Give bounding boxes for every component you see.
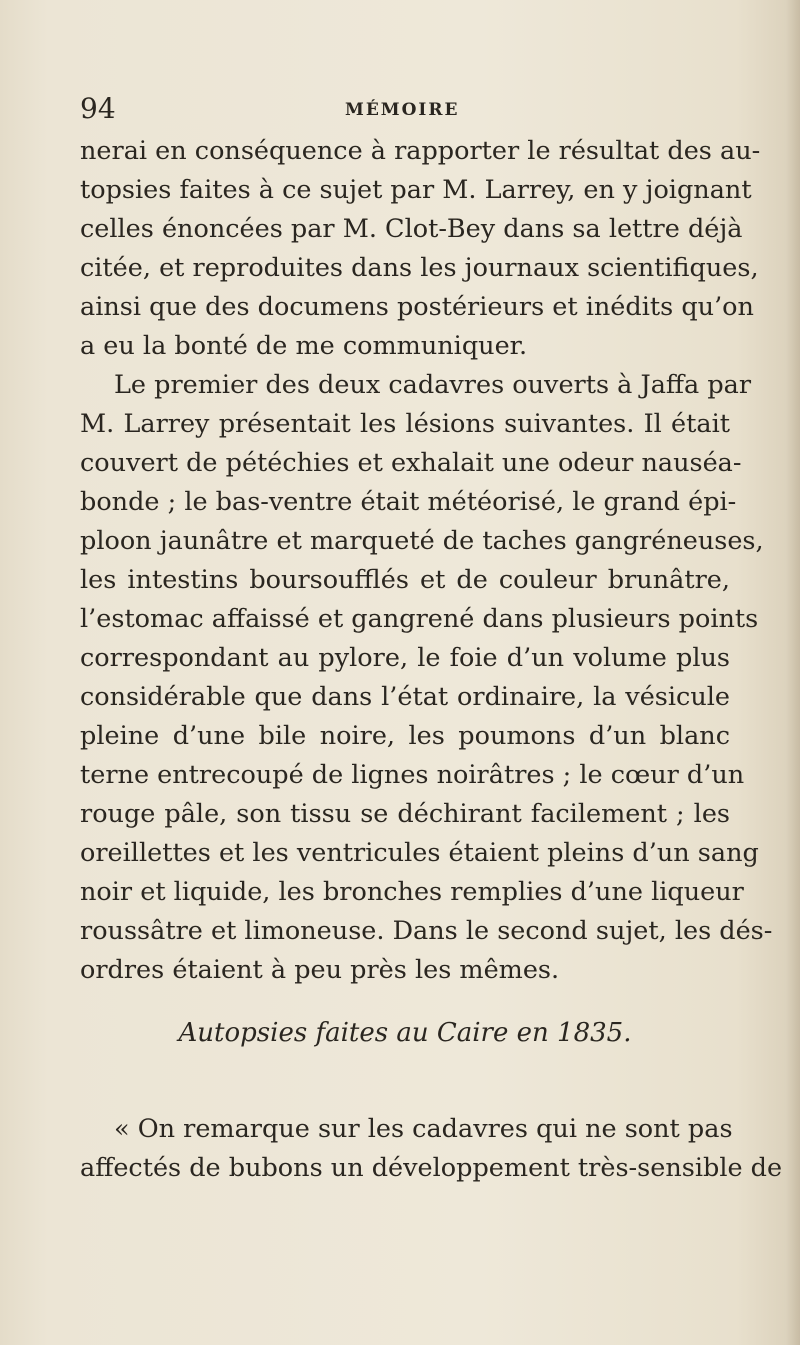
page-header: [80, 92, 730, 132]
text-line: considérable que dans l’état ordinaire, la vésicule: [80, 682, 730, 712]
text-line: nerai en conséquence à rapporter le résultat des au-: [80, 136, 761, 166]
text-line: ainsi que des documens postérieurs et inédits qu’on: [80, 292, 754, 322]
page-number: 94: [80, 92, 116, 125]
paragraph-1: [80, 132, 761, 366]
text-line: roussâtre et limoneuse. Dans le second sujet, les dés-: [80, 916, 773, 946]
text-line: pleine d’une bile noire, les poumons d’un blanc: [80, 721, 730, 751]
text-line: ordres étaient à peu près les mêmes.: [80, 955, 560, 985]
text-line: citée, et reproduites dans les journaux scientifiques,: [80, 253, 759, 283]
paragraph-3: [80, 1110, 783, 1188]
text-line: celles énoncées par M. Clot-Bey dans sa lettre déjà: [80, 214, 743, 244]
text-line: couvert de pétéchies et exhalait une odeur nauséa-: [80, 448, 742, 478]
text-line: oreillettes et les ventricules étaient pleins d’un sang: [80, 838, 759, 868]
body-text: [80, 132, 773, 990]
text-line: bonde ; le bas-ventre était météorisé, le grand épi-: [80, 487, 737, 517]
text-line: Le premier des deux cadavres ouverts à Jaffa par: [114, 370, 752, 400]
running-head: MÉMOIRE: [345, 100, 460, 120]
text-line: ploon jaunâtre et marqueté de taches gangréneuses,: [80, 526, 764, 556]
section-title: Autopsies faites au Caire en 1835.: [178, 1018, 632, 1048]
text-line: correspondant au pylore, le foie d’un volume plus: [80, 643, 730, 673]
text-line: noir et liquide, les bronches remplies d’une liqueur: [80, 877, 744, 907]
text-line: l’estomac affaissé et gangrené dans plusieurs points: [80, 604, 759, 634]
paragraph-2: [80, 366, 773, 990]
text-line: terne entrecoupé de lignes noirâtres ; le cœur d’un: [80, 760, 745, 790]
page-edge-shadow: [786, 0, 800, 1345]
text-line: « On remarque sur les cadavres qui ne sont pas: [114, 1114, 733, 1144]
text-line: a eu la bonté de me communiquer.: [80, 331, 528, 361]
text-line: les intestins boursoufflés et de couleur brunâtre,: [80, 565, 730, 595]
text-line: affectés de bubons un développement très-sensible de: [80, 1153, 783, 1183]
text-line: topsies faites à ce sujet par M. Larrey, en y joignant: [80, 175, 752, 205]
text-line: rouge pâle, son tissu se déchirant facilement ; les: [80, 799, 730, 829]
text-line: M. Larrey présentait les lésions suivantes. Il était: [80, 409, 730, 439]
